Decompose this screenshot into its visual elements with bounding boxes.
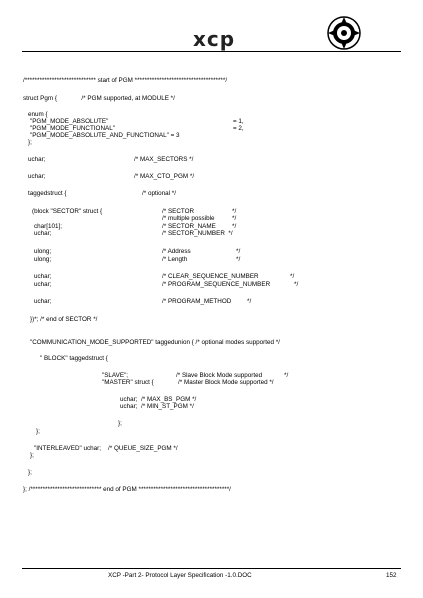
code-line: uchar; /* MIN_ST_PGM */	[120, 403, 194, 410]
code-line: };	[28, 139, 32, 146]
code-line: struct Pgm { /* PGM supported, at MODULE */	[23, 95, 175, 102]
code-line: taggedstruct {	[28, 190, 67, 197]
code-line: /* multiple possible	[162, 215, 215, 222]
code-line: /* SECTOR_NAME	[162, 223, 216, 230]
code-line: };	[36, 428, 40, 435]
footer-document-title: XCP -Part 2- Protocol Layer Specification -1.0.DOC	[108, 572, 252, 579]
code-line: "SLAVE";	[102, 372, 129, 379]
code-line: */	[232, 215, 237, 222]
code-line: = 2,	[233, 125, 244, 132]
code-line: "PGM_MODE_ABSOLUTE_AND_FUNCTIONAL" = 3	[30, 132, 180, 139]
code-line: */	[290, 273, 295, 280]
code-line: enum {	[28, 111, 48, 118]
code-line: /* optional */	[142, 190, 176, 197]
code-line: */	[284, 372, 289, 379]
code-line: /* Master Block Mode supported */	[178, 379, 274, 386]
code-line: /* Length	[162, 256, 188, 263]
code-line: uchar;	[28, 156, 46, 163]
code-line: char[101];	[34, 223, 63, 230]
code-line: */	[247, 298, 252, 305]
code-line: "COMMUNICATION_MODE_SUPPORTED" taggedunion { /* optional modes supported */	[30, 339, 280, 346]
code-line: */	[236, 256, 241, 263]
code-line: };	[118, 420, 122, 427]
code-line: (block "SECTOR" struct {	[32, 208, 103, 215]
code-line: uchar;	[34, 273, 52, 280]
code-line: "MASTER" struct {	[102, 379, 154, 386]
code-line: " BLOCK" taggedstruct {	[40, 355, 108, 362]
code-line: /* CLEAR_SEQUENCE_NUMBER	[162, 273, 259, 280]
code-line: ulong;	[34, 256, 52, 263]
code-line: uchar;	[34, 298, 52, 305]
code-line: /* SECTOR	[162, 208, 195, 215]
emblem-icon	[327, 16, 361, 50]
code-line: uchar;	[34, 230, 52, 237]
code-line: */	[232, 223, 237, 230]
code-line: /***************************** start of PGM *************************************/	[23, 77, 228, 84]
footer-page-number: 152	[386, 572, 397, 579]
code-line: uchar;	[28, 173, 46, 180]
code-line: */	[232, 208, 237, 215]
code-line: uchar; /* MAX_BS_PGM */	[120, 396, 197, 403]
code-line: }; /***************************** end of PGM *************************************/	[23, 486, 231, 493]
code-line: /* Address	[162, 248, 191, 255]
code-line: /* MAX_CTO_PGM */	[134, 173, 195, 180]
code-line: ulong;	[34, 248, 52, 255]
code-line: uchar;	[34, 281, 52, 288]
code-line: "PGM_MODE_ABSOLUTE"	[30, 118, 109, 125]
code-line: = 1,	[233, 118, 244, 125]
code-line: /* Slave Block Mode supported	[176, 372, 263, 379]
code-line: })*; /* end of SECTOR */	[30, 316, 98, 323]
code-line: };	[30, 452, 34, 459]
xcp-logo: xcp	[193, 27, 236, 51]
code-line: */	[294, 281, 299, 288]
code-line: /* PROGRAM_SEQUENCE_NUMBER	[162, 281, 271, 288]
code-line: "INTERLEAVED" uchar; /* QUEUE_SIZE_PGM */	[34, 445, 178, 452]
code-line: */	[236, 248, 241, 255]
header-rule	[22, 51, 401, 52]
code-line: "PGM_MODE_FUNCTIONAL"	[30, 125, 115, 132]
code-line: /* MAX_SECTORS */	[134, 156, 194, 163]
code-line: /* SECTOR_NUMBER */	[162, 230, 233, 237]
code-line: };	[28, 469, 32, 476]
footer-rule	[22, 568, 401, 569]
code-line: /* PROGRAM_METHOD	[162, 298, 232, 305]
